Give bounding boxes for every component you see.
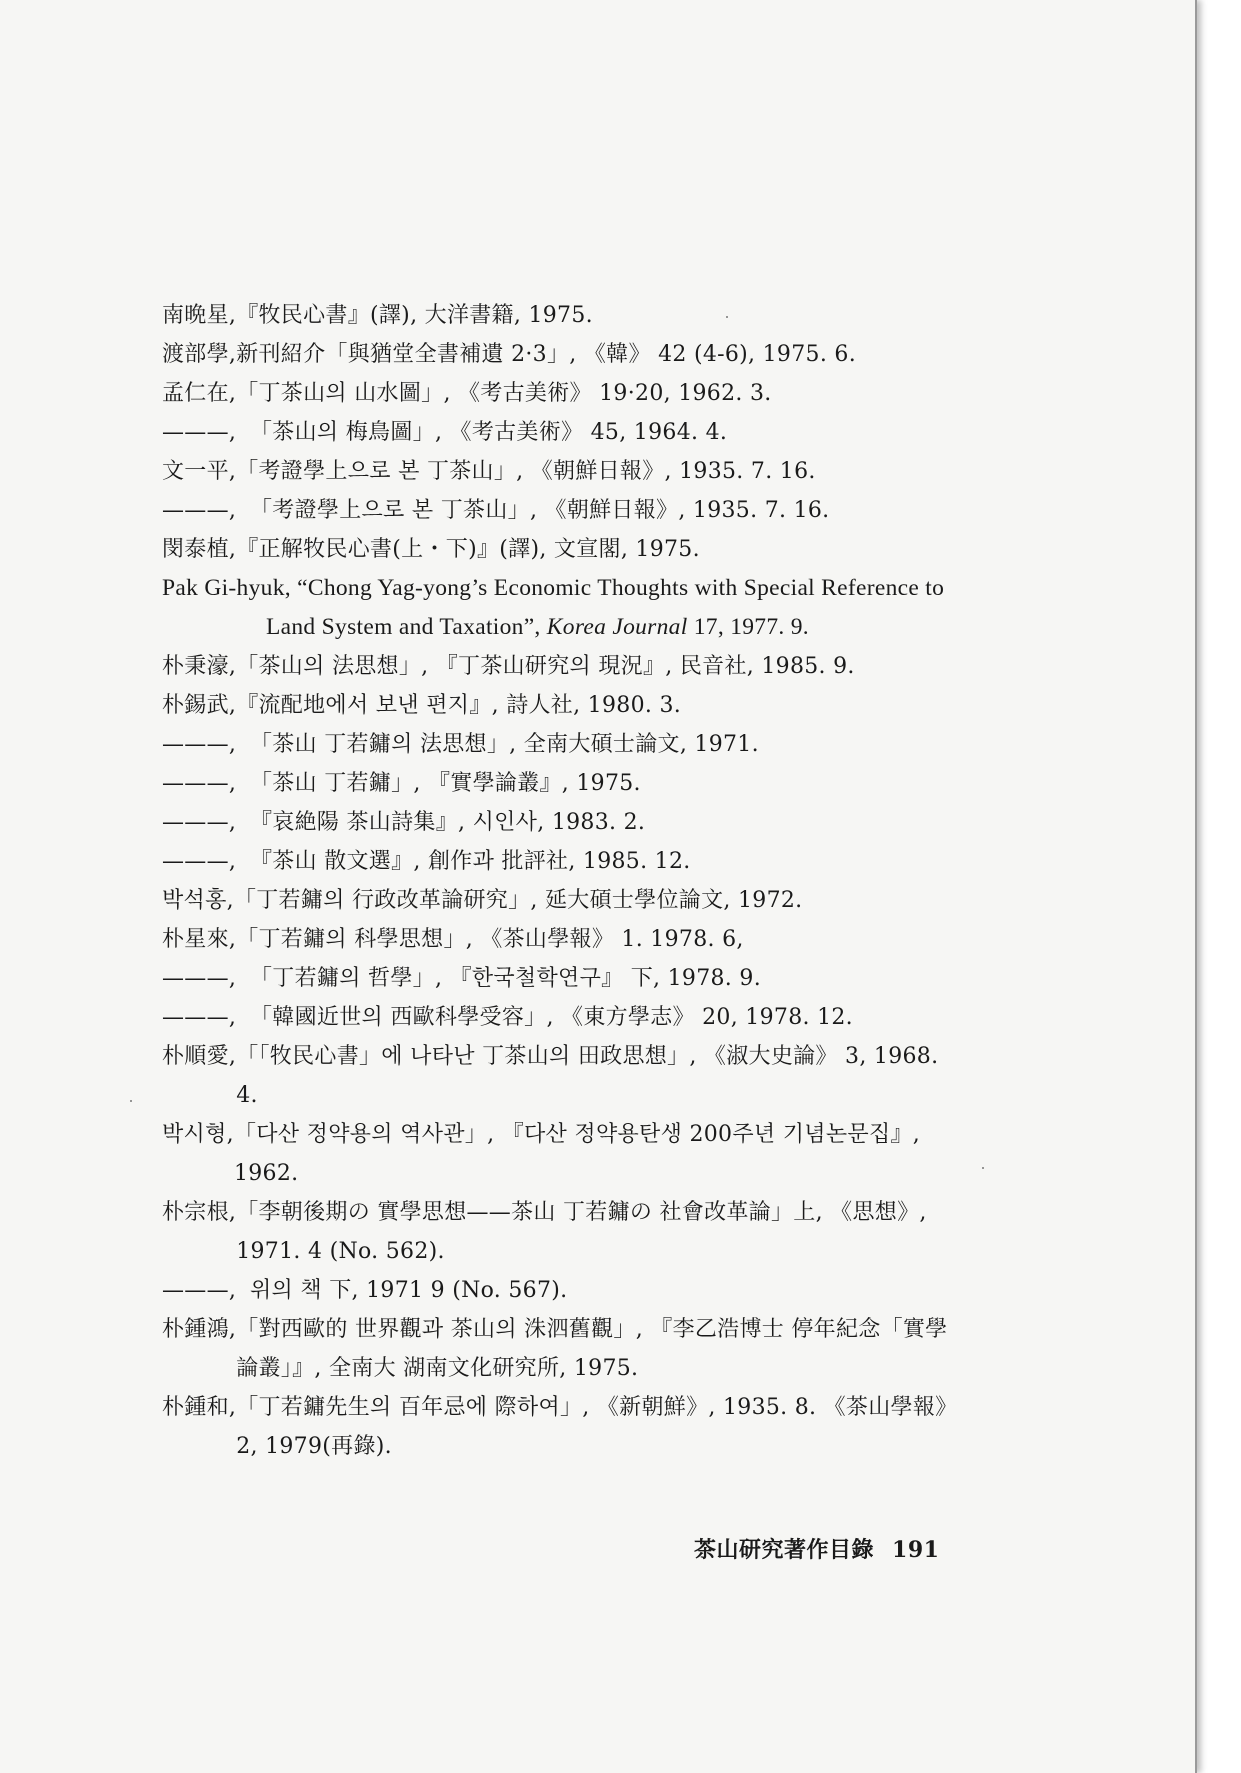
entry-author-ditto: ———, xyxy=(162,732,237,757)
bibliography-entry xyxy=(162,491,962,530)
entry-citation: 「「牧民心書」에 나타난 丁茶山의 田政思想」, 《淑大史論》 3, 1968. 4. xyxy=(236,1044,939,1108)
entry-author: 渡部學, xyxy=(162,342,237,367)
bibliography-entry xyxy=(162,725,962,764)
entry-citation: 『牧民心書』(譯), 大洋書籍, 1975. xyxy=(236,303,593,328)
bibliography-entry xyxy=(162,686,962,725)
entry-author-ditto: ———, xyxy=(162,849,237,874)
entry-author: 孟仁在, xyxy=(162,381,237,406)
entry-author-ditto: ———, xyxy=(162,771,237,796)
entry-author: 박시형, xyxy=(162,1122,234,1147)
entry-citation: 「丁若鏞의 行政改革論研究」, 延大碩士學位論文, 1972. xyxy=(233,888,803,913)
entry-citation: 「茶山의 法思想」, 『丁茶山研究의 現況』, 民音社, 1985. 9. xyxy=(236,654,855,679)
bibliography-entry xyxy=(162,374,962,413)
entry-author-ditto: ———, xyxy=(162,1278,237,1303)
entry-author-ditto: ———, xyxy=(162,498,237,523)
entry-author: 朴順愛, xyxy=(162,1044,237,1069)
bibliography-entry xyxy=(162,998,962,1037)
entry-author: 閔泰植, xyxy=(162,537,237,562)
bibliography-entry xyxy=(162,764,962,803)
running-title: 茶山研究著作目錄 xyxy=(694,1537,875,1563)
entry-author: 朴星來, xyxy=(162,927,237,952)
bibliography-entry xyxy=(162,842,962,881)
scan-speck xyxy=(130,1100,132,1102)
entry-author-ditto: ———, xyxy=(162,810,237,835)
entry-title: “Chong Yag-yong’s Economic Thoughts with Special Reference to Land System and Taxation”, xyxy=(266,575,945,640)
bibliography-entry xyxy=(162,413,962,452)
entry-citation: 「다산 정약용의 역사관」, 『다산 정약용탄생 200주년 기념논문집』, 1962. xyxy=(233,1122,921,1186)
page-footer xyxy=(694,1533,939,1564)
entry-citation: 「茶山 丁若鏞」, 『實學論叢』, 1975. xyxy=(250,771,641,796)
entry-citation: 위의 책 下, 1971 9 (No. 567). xyxy=(250,1278,568,1303)
entry-citation: 『流配地에서 보낸 편지』, 詩人社, 1980. 3. xyxy=(236,693,682,718)
bibliography-entry xyxy=(162,920,962,959)
entry-author: Pak Gi-hyuk, xyxy=(162,575,291,601)
entry-citation: 「對西歐的 世界觀과 茶山의 洙泗舊觀」, 『李乙浩博士 停年紀念「實學論叢」』, 全南大 湖南文化研究所, 1975. xyxy=(236,1317,948,1381)
entry-author: 文一平, xyxy=(162,459,237,484)
entry-citation: 『哀絶陽 茶山詩集』, 시인사, 1983. 2. xyxy=(250,810,646,835)
entry-author: 朴秉濠, xyxy=(162,654,237,679)
entry-author: 朴錫武, xyxy=(162,693,237,718)
bibliography-entry xyxy=(162,881,962,920)
bibliography-entry xyxy=(162,530,962,569)
entry-citation: 「考證學上으로 본 丁茶山」, 《朝鮮日報》, 1935. 7. 16. xyxy=(250,498,830,523)
entry-citation: 『正解牧民心書(上・下)』(譯), 文宣閣, 1975. xyxy=(236,537,700,562)
bibliography-entry xyxy=(162,1271,962,1310)
bibliography-entry xyxy=(162,803,962,842)
bibliography-entry xyxy=(162,335,962,374)
entry-citation: 「丁茶山의 山水圖」, 《考古美術》 19·20, 1962. 3. xyxy=(236,381,772,406)
entry-citation: 新刊紹介「與猶堂全書補遺 2·3」, 《韓》 42 (4-6), 1975. 6. xyxy=(236,342,856,367)
entry-citation: 『茶山 散文選』, 創作과 批評社, 1985. 12. xyxy=(250,849,691,874)
entry-details: 17, 1977. 9. xyxy=(693,614,809,640)
bibliography-entry xyxy=(162,1310,962,1388)
scan-speck xyxy=(726,316,728,318)
entry-author-ditto: ———, xyxy=(162,966,237,991)
bibliography-entry xyxy=(162,1115,962,1193)
entry-citation: 「韓國近世의 西歐科學受容」, 《東方學志》 20, 1978. 12. xyxy=(250,1005,853,1030)
entry-citation: 「丁若鏞의 哲學」, 『한국철학연구』 下, 1978. 9. xyxy=(250,966,761,991)
entry-citation: 「丁若鏞의 科學思想」, 《茶山學報》 1. 1978. 6, xyxy=(236,927,744,952)
bibliography-entry xyxy=(162,1193,962,1271)
scan-speck xyxy=(982,1167,984,1169)
bibliography-entry xyxy=(162,959,962,998)
entry-author: 朴宗根, xyxy=(162,1200,237,1225)
entry-author-ditto: ———, xyxy=(162,420,237,445)
entry-citation: 「考證學上으로 본 丁茶山」, 《朝鮮日報》, 1935. 7. 16. xyxy=(236,459,816,484)
bibliography-entry xyxy=(162,647,962,686)
entry-citation: 「茶山의 梅鳥圖」, 《考古美術》 45, 1964. 4. xyxy=(250,420,728,445)
entry-author: 朴鍾和, xyxy=(162,1395,237,1420)
entry-citation: 「李朝後期の 實學思想——茶山 丁若鏞の 社會改革論」上, 《思想》, 1971. 4 (No. 562). xyxy=(236,1200,927,1264)
entry-author: 朴鍾鴻, xyxy=(162,1317,237,1342)
entry-author: 박석홍, xyxy=(162,888,234,913)
page-number: 191 xyxy=(892,1537,940,1563)
bibliography-entry-english xyxy=(162,569,962,647)
bibliography-list xyxy=(162,296,962,1466)
bibliography-entry xyxy=(162,452,962,491)
bibliography-entry xyxy=(162,296,962,335)
bibliography-entry xyxy=(162,1037,962,1115)
bibliography-entry xyxy=(162,1388,962,1466)
entry-citation: 「丁若鏞先生의 百年忌에 際하여」, 《新朝鮮》, 1935. 8. 《茶山學報》 2, 1979(再錄). xyxy=(236,1395,958,1459)
entry-citation: 「茶山 丁若鏞의 法思想」, 全南大碩士論文, 1971. xyxy=(250,732,759,757)
entry-journal: Korea Journal xyxy=(546,614,688,640)
entry-author-ditto: ———, xyxy=(162,1005,237,1030)
entry-author: 南晩星, xyxy=(162,303,237,328)
